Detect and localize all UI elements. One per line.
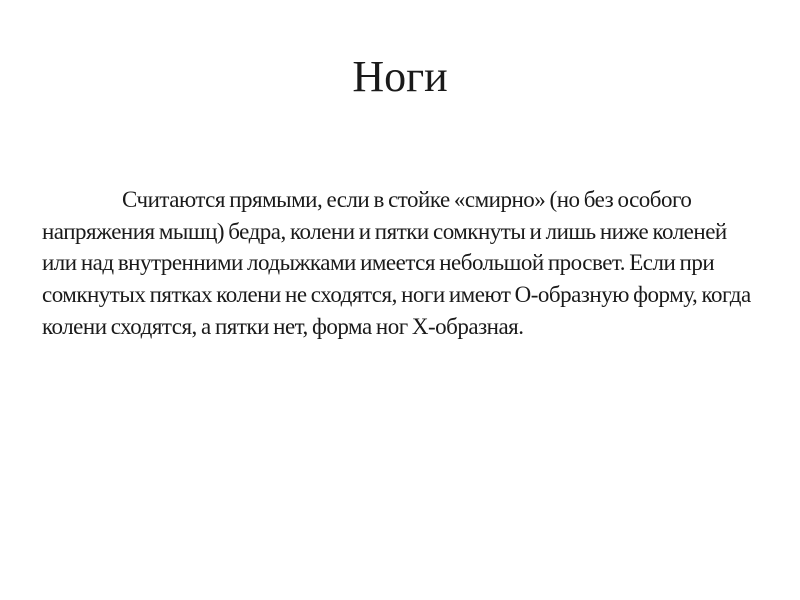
- slide-title: Ноги: [352, 52, 448, 101]
- slide-body-text: Считаются прямыми, если в стойке «смирно» (но без особого напряжения мышц) бедра, колени и пятки сомкнуты и лишь ниже коленей или над внутренними лодыжками имеется небольшой просвет. Если при сомкнутых пятках колени не сходятся, ноги имеют О-образную форму, когда колени сходятся, а пятки нет, форма ног Х-образная.: [42, 187, 751, 339]
